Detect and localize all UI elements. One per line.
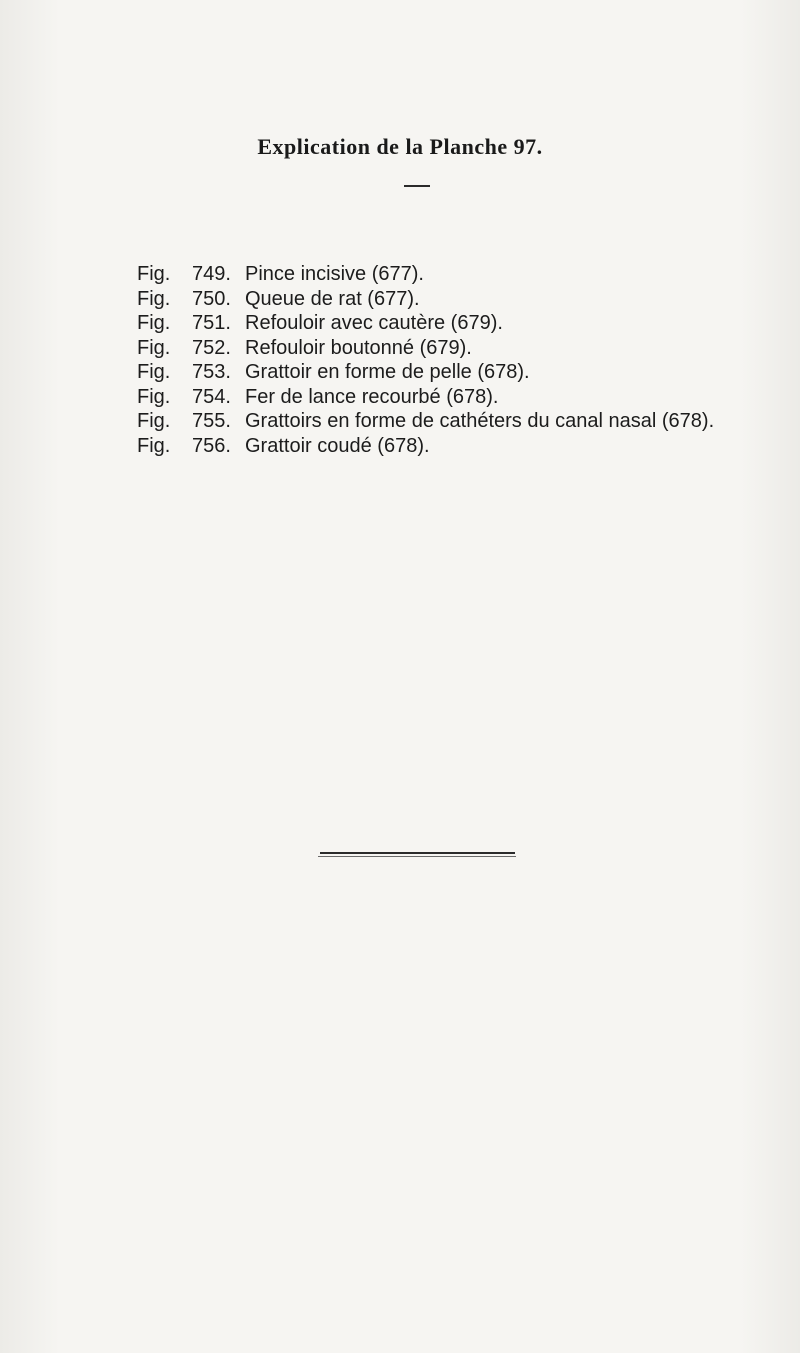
list-item (137, 385, 797, 410)
fig-description: Refouloir avec cautère (679). (245, 312, 503, 334)
fig-label: Fig. (137, 410, 171, 432)
page-title: Explication de la Planche 97. (257, 134, 543, 159)
fig-number: 749. (192, 263, 231, 285)
fig-number: 755. (192, 410, 231, 432)
list-item (137, 409, 797, 434)
list-item (137, 287, 797, 312)
list-item (137, 360, 797, 385)
fig-number: 756. (192, 434, 231, 457)
fig-number: 753. (192, 361, 231, 383)
fig-label: Fig. (137, 312, 171, 334)
figure-list (137, 262, 797, 458)
fig-label: Fig. (137, 287, 171, 310)
fig-number: 751. (192, 312, 231, 334)
fig-label: Fig. (137, 434, 171, 457)
title-divider (404, 185, 430, 187)
fig-description: Pince incisive (677). (245, 263, 424, 285)
fig-description: Grattoir en forme de pelle (678). (245, 361, 530, 383)
list-item (137, 311, 797, 336)
fig-label: Fig. (137, 361, 171, 383)
list-item (137, 262, 797, 287)
fig-number: 752. (192, 336, 231, 359)
fig-description: Grattoirs en forme de cathéters du canal nasal (678). (245, 410, 715, 432)
list-item (137, 336, 797, 361)
fig-label: Fig. (137, 385, 171, 408)
fig-number: 750. (192, 287, 231, 310)
list-item (137, 434, 797, 459)
bottom-divider-shadow (318, 856, 516, 857)
fig-number: 754. (192, 385, 231, 408)
fig-description: Fer de lance recourbé (678). (245, 385, 499, 408)
fig-description: Grattoir coudé (678). (245, 434, 430, 457)
fig-description: Refouloir boutonné (679). (245, 336, 472, 359)
fig-description: Queue de rat (677). (245, 287, 420, 310)
fig-label: Fig. (137, 263, 171, 285)
bottom-divider (320, 852, 515, 854)
fig-label: Fig. (137, 336, 171, 359)
